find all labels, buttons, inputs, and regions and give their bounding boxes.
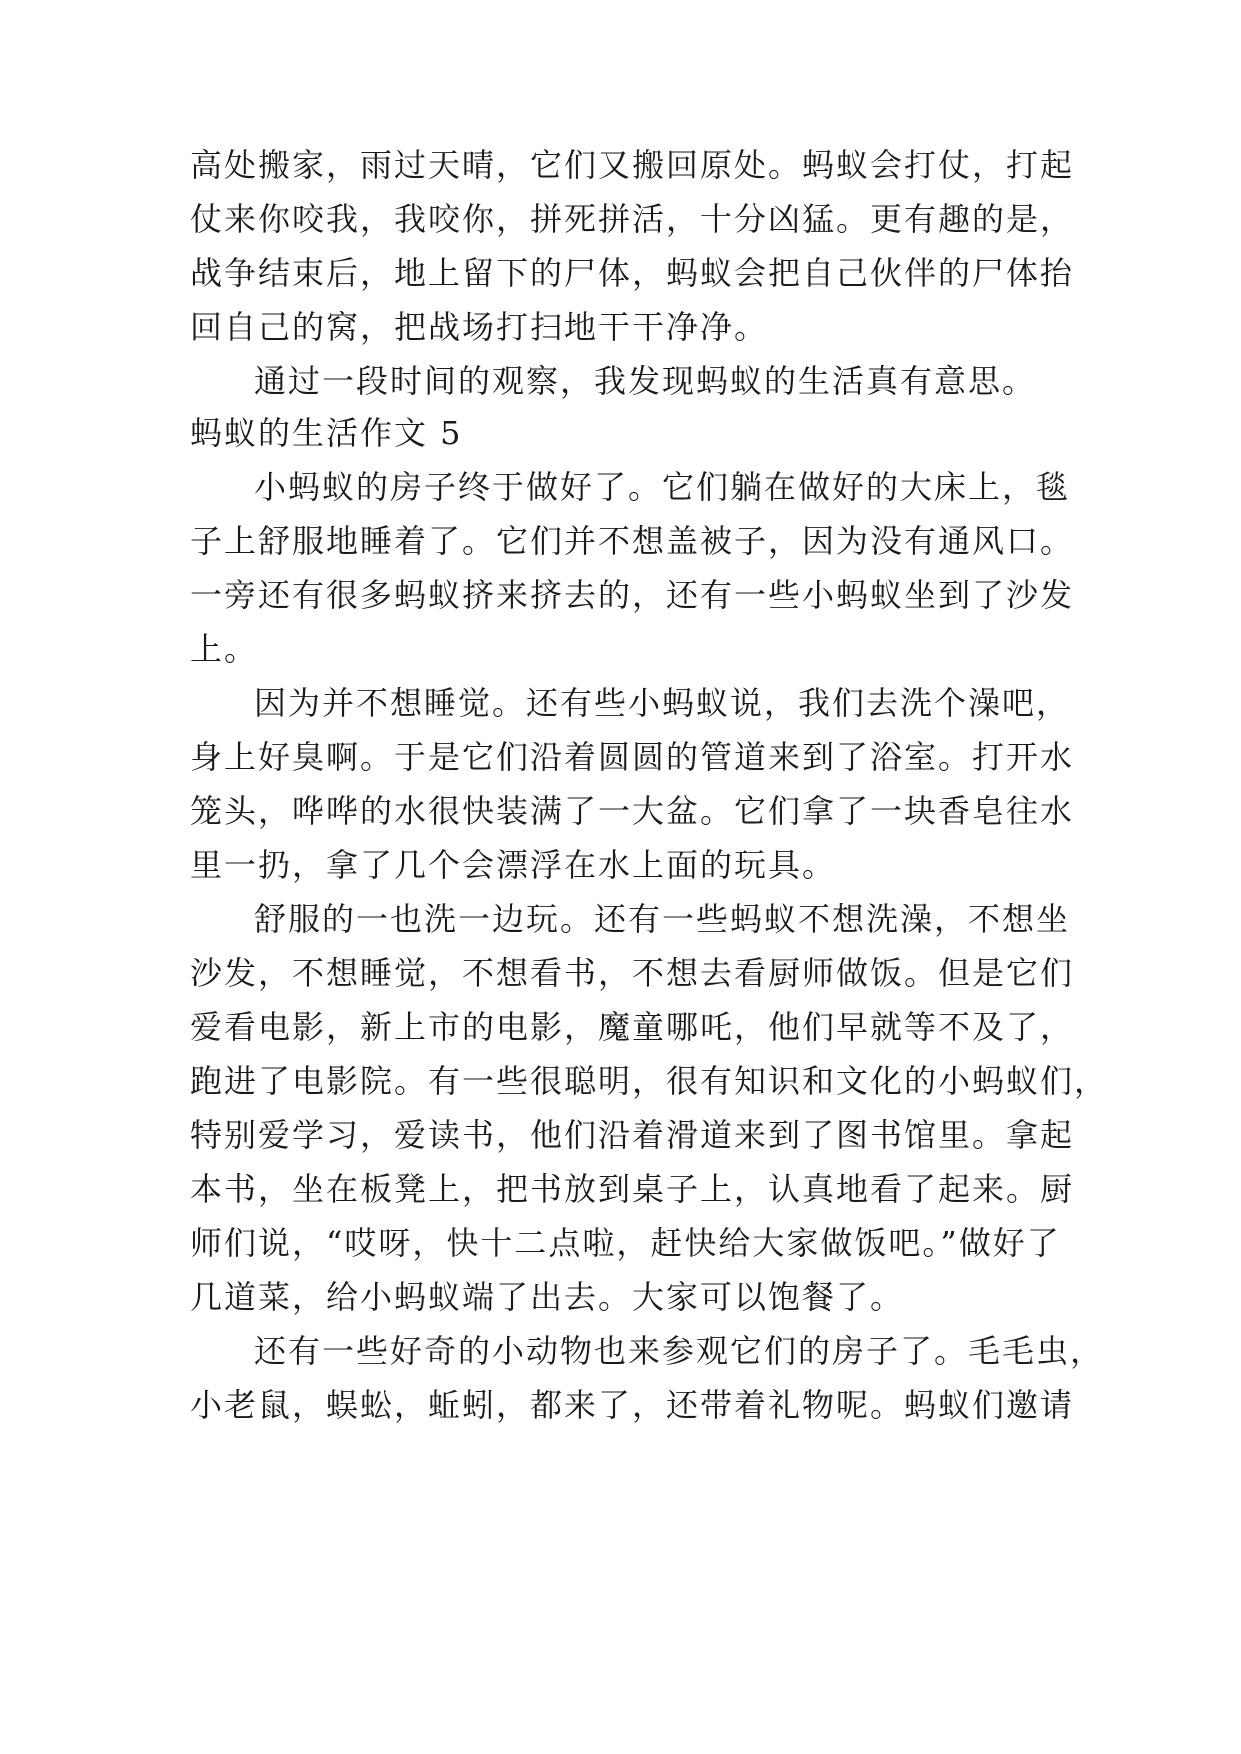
paragraph-line: 舒服的一也洗一边玩。还有一些蚂蚁不想洗澡，不想坐 <box>254 900 1071 938</box>
text-line: 本书，坐在板凳上，把书放到桌子上，认真地看了起来。厨 <box>190 1170 1075 1208</box>
section-heading: 蚂蚁的生活作文 5 <box>190 414 463 452</box>
text-line: 身上好臭啊。于是它们沿着圆圆的管道来到了浴室。打开水 <box>190 738 1075 776</box>
paragraph-line: 通过一段时间的观察，我发现蚂蚁的生活真有意思。 <box>254 362 1037 400</box>
text-line: 战争结束后，地上留下的尸体，蚂蚁会把自己伙伴的尸体抬 <box>190 254 1075 292</box>
text-line: 子上舒服地睡着了。它们并不想盖被子，因为没有通风口。 <box>190 522 1075 560</box>
text-line: 特别爱学习，爱读书，他们沿着滑道来到了图书馆里。拿起 <box>190 1116 1075 1154</box>
paragraph-line: 还有一些好奇的小动物也来参观它们的房子了。毛毛虫， <box>254 1332 1105 1370</box>
text-line: 师们说，“哎呀，快十二点啦，赶快给大家做饭吧。”做好了 <box>190 1224 1061 1262</box>
text-line: 仗来你咬我，我咬你，拼死拼活，十分凶猛。更有趣的是， <box>190 200 1075 238</box>
paragraph-line: 小蚂蚁的房子终于做好了。它们躺在做好的大床上，毯 <box>254 468 1071 506</box>
text-line: 里一扔，拿了几个会漂浮在水上面的玩具。 <box>190 846 837 884</box>
text-line: 跑进了电影院。有一些很聪明，很有知识和文化的小蚂蚁们， <box>190 1062 1109 1100</box>
text-line: 几道菜，给小蚂蚁端了出去。大家可以饱餐了。 <box>190 1278 905 1316</box>
text-line: 一旁还有很多蚂蚁挤来挤去的，还有一些小蚂蚁坐到了沙发 <box>190 576 1075 614</box>
text-line: 沙发，不想睡觉，不想看书，不想去看厨师做饭。但是它们 <box>190 954 1075 992</box>
text-line: 上。 <box>190 630 259 668</box>
text-line: 爱看电影，新上市的电影，魔童哪吒，他们早就等不及了， <box>190 1008 1075 1046</box>
paragraph-line: 因为并不想睡觉。还有些小蚂蚁说，我们去洗个澡吧， <box>254 684 1071 722</box>
text-line: 回自己的窝，把战场打扫地干干净净。 <box>190 308 769 346</box>
text-line: 高处搬家，雨过天晴，它们又搬回原处。蚂蚁会打仗，打起 <box>190 146 1075 184</box>
text-line: 小老鼠，蜈蚣，蚯蚓，都来了，还带着礼物呢。蚂蚁们邀请 <box>190 1386 1075 1424</box>
text-line: 笼头，哗哗的水很快装满了一大盆。它们拿了一块香皂往水 <box>190 792 1075 830</box>
